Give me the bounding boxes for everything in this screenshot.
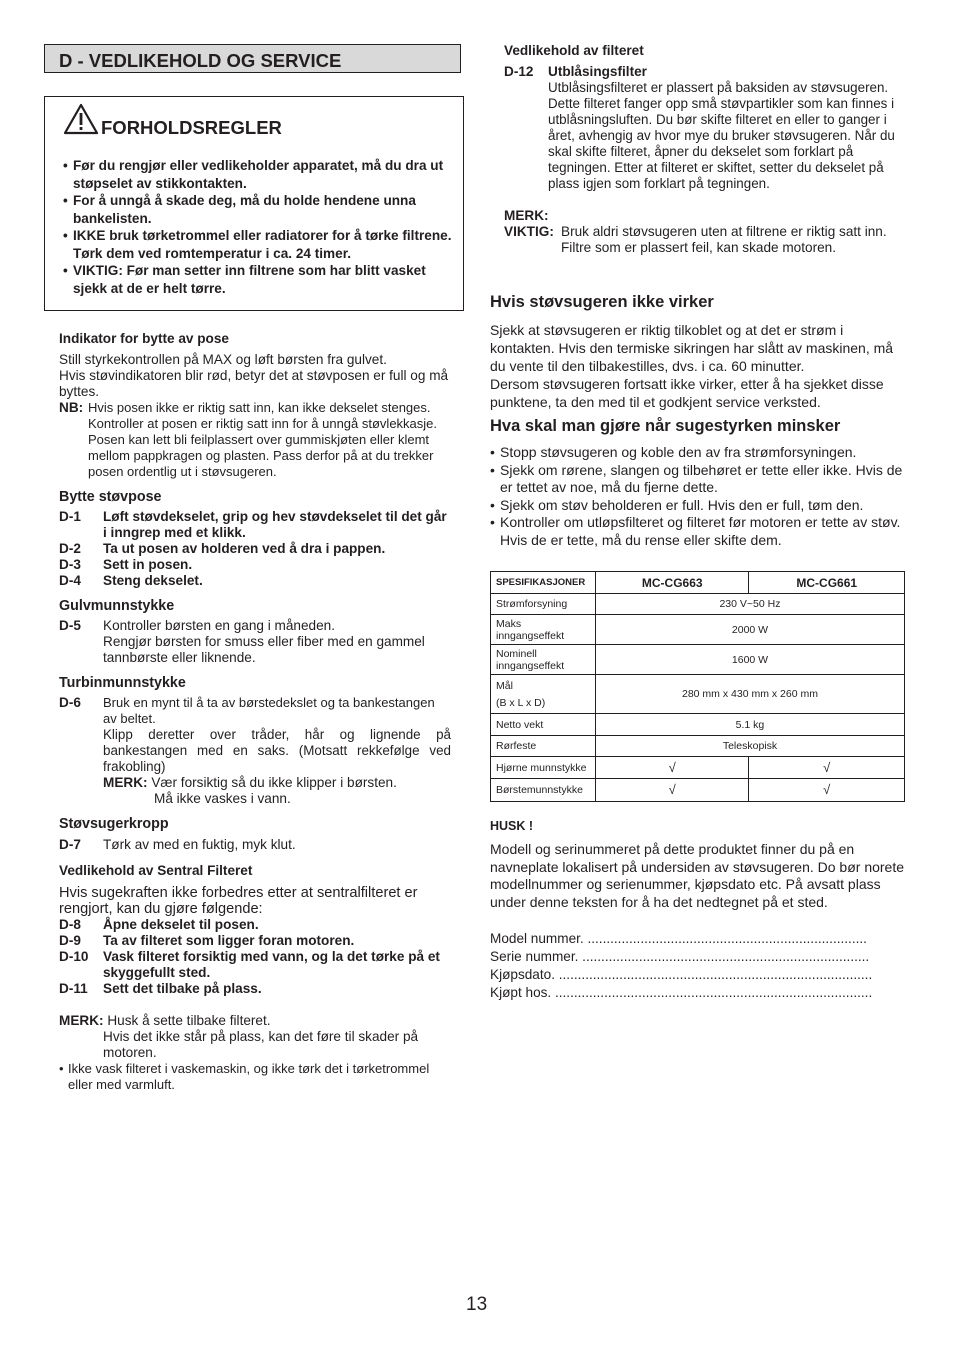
step-text: Sett det tilbake på plass.: [103, 981, 262, 996]
dim-label-2: (B x L x D): [496, 696, 546, 709]
weight-label: Netto vekt: [491, 714, 596, 736]
warning-list: [63, 157, 455, 297]
step-text: Ta av filteret som ligger foran motoren.: [103, 933, 355, 948]
remember-text: Modell og serinummeret på dette produktet finner du på en navneplate lokalisert på undersiden av støvsugeren. Do bør norete modellnummer og serienummer, kjøpsdato etc. På avsatt plass under denne teksten for å ha det nedtegnet på et sted.: [490, 841, 905, 910]
step-text: Åpne dekselet til posen.: [103, 917, 259, 932]
merk-text-2: Må ikke vaskes i vann.: [154, 791, 291, 806]
indicator-p1: Still styrkekontrollen på MAX og løft børsten fra gulvet.: [59, 352, 387, 367]
spec-table: [490, 571, 905, 802]
brush-label: Børstemunnstykke: [491, 779, 596, 802]
table-row: [491, 645, 905, 675]
step-text: Bruk en mynt til å ta av børstedekslet og ta bankestangen av beltet.: [103, 695, 435, 726]
not-working-p1: Sjekk at støvsugeren er riktig tilkoblet og at det er strøm i kontakten. Hvis den termiske sikringen har slått av maskinen, må du vente til den tilbakestilles, dvs. i ca. 60 minutter.: [490, 322, 894, 374]
weight-value: 5.1 kg: [595, 714, 904, 736]
step-row: [59, 557, 451, 573]
floor-heading: Gulvmunnstykke: [59, 598, 175, 614]
step-code: D-1: [59, 509, 81, 524]
suction-heading: Hva skal man gjøre når sugestyrken minsker: [490, 417, 841, 435]
power-label: Strømforsyning: [491, 594, 596, 615]
step-code: D-12: [504, 64, 534, 79]
suction-item: • Sjekk om rørene, slangen og tilbehøret er tette eller ikke. Hvis de er tettet av noe, må du fjerne dette.: [490, 462, 908, 497]
section-title: D - VEDLIKEHOLD OG SERVICE: [59, 50, 342, 71]
indicator-section: [59, 330, 451, 480]
step-code: D-11: [59, 981, 88, 996]
step-code: D-6: [59, 695, 81, 710]
table-row: [491, 594, 905, 615]
table-row: [491, 757, 905, 779]
exhaust-text: Utblåsingsfilteret er plassert på baksiden av støvsugeren. Dette filteret fanger opp små støvpartikler som kan finnes i utblåsningsluften. Du bør skifte filteret en eller to ganger i året, avhengig av hvor mye du bruker støvsugeren. Når du skal skifte filteret, åpner du dekselet som forklart på tegningen. Etter at filteret er skiftet, setter du dekselet på plass igjen som forklart på tegningen.: [548, 80, 895, 191]
step-code: D-2: [59, 541, 81, 556]
model-number-line[interactable]: Model nummer. ..........................................................................: [490, 931, 867, 947]
section-title-bar: [44, 44, 461, 73]
suction-list: [490, 444, 908, 550]
step-row: [59, 981, 451, 997]
not-working-heading: Hvis støvsugeren ikke virker: [490, 293, 714, 311]
serial-number-line[interactable]: Serie nummer. ............................................................................: [490, 949, 870, 965]
step-row: [59, 949, 451, 981]
viktig-label: VIKTIG:: [504, 224, 554, 239]
central-filter-section: [59, 862, 451, 1093]
suction-item: • Kontroller om utløpsfilteret og filteret før motoren er tette av støv. Hvis de er tette, må du rense eller skifte dem.: [490, 514, 908, 549]
merk-line: [59, 1013, 451, 1029]
page-number: 13: [466, 1294, 488, 1315]
nom-value: 1600 W: [595, 645, 904, 675]
table-row: [491, 779, 905, 802]
table-row: [491, 736, 905, 757]
dim-value: 280 mm x 430 mm x 260 mm: [595, 675, 904, 714]
nb-label: NB:: [59, 400, 84, 415]
step-text: Rengjør børsten for smuss eller fiber med en gammel tannbørste eller liknende.: [103, 634, 425, 665]
check-mark: √: [749, 757, 905, 779]
merk-label: MERK:: [103, 775, 148, 790]
purchase-date-line[interactable]: Kjøpsdato. ...................................................................................: [490, 967, 873, 983]
corner-label: Hjørne munnstykke: [491, 757, 596, 779]
suction-item: • Stopp støvsugeren og koble den av fra strømforsyningen.: [490, 444, 908, 462]
step-row: [59, 917, 451, 933]
step-text: Sett in posen.: [103, 557, 193, 572]
exhaust-section: [504, 42, 904, 256]
step-text: Klipp deretter over tråder, hår og lignende på bankestangen med en saks. (Motsatt rekkefølge ved frakobling): [103, 727, 451, 774]
step-row: [59, 695, 451, 807]
pipe-value: Teleskopisk: [595, 736, 904, 757]
viktig-text-2: Filtre som er plassert feil, kan skade motoren.: [561, 240, 837, 255]
dim-label-1: Mål: [496, 679, 513, 692]
step-code: D-9: [59, 933, 81, 948]
step-code: D-10: [59, 949, 89, 964]
central-filter-intro: Hvis sugekraften ikke forbedres etter at sentralfilteret er rengjort, kan du gjøre følgende:: [59, 885, 418, 917]
merk-text: Husk å sette tilbake filteret.: [107, 1013, 271, 1028]
warning-item: • Før du rengjør eller vedlikeholder apparatet, må du dra ut støpselet av stikkontakten.: [63, 157, 455, 192]
max-label-2: inngangseffekt: [496, 629, 565, 642]
step-code: D-7: [59, 837, 81, 852]
step-text: Løft støvdekselet, grip og hev støvdekselet til det går i inngrep med et klikk.: [103, 509, 447, 540]
body-section: [59, 816, 451, 853]
nom-label-2: inngangseffekt: [496, 659, 565, 672]
left-column: [59, 330, 451, 1093]
table-row: [491, 675, 905, 714]
remember-heading: HUSK !: [490, 819, 534, 833]
step-text: Tørk av med en fuktig, myk klut.: [103, 837, 296, 852]
pipe-label: Rørfeste: [491, 736, 596, 757]
step-text: Steng dekselet.: [103, 573, 203, 588]
step-row: [59, 541, 451, 557]
step-text: Vask filteret forsiktig med vann, og la det tørke på et skyggefullt sted.: [103, 949, 440, 980]
step-code: D-5: [59, 618, 81, 633]
max-value: 2000 W: [595, 615, 904, 645]
merk-label: MERK:: [504, 208, 549, 223]
model-2: MC-CG661: [749, 572, 905, 594]
step-row: [59, 933, 451, 949]
step-code: D-3: [59, 557, 81, 572]
filter-bullet: • Ikke vask filteret i vaskemaskin, og ikke tørk det i tørketrommel eller med varmluft.: [59, 1061, 451, 1093]
model-1: MC-CG663: [595, 572, 749, 594]
body-heading: Støvsugerkropp: [59, 816, 169, 832]
turbine-section: [59, 675, 451, 807]
warning-item: • For å unngå å skade deg, må du holde hendene unna bankelisten.: [63, 192, 455, 227]
floor-section: [59, 598, 451, 666]
merk-text: Vær forsiktig så du ikke klipper i børsten.: [151, 775, 397, 790]
max-label-1: Maks: [496, 617, 522, 630]
turbine-heading: Turbinmunnstykke: [59, 675, 186, 691]
suction-section: [490, 416, 908, 550]
step-row: [504, 64, 904, 192]
indicator-note: [59, 400, 451, 480]
check-mark: √: [595, 779, 749, 802]
merk-text-2: Hvis det ikke står på plass, kan det føre til skader på motoren.: [103, 1029, 419, 1060]
warning-box: [44, 96, 464, 311]
bag-heading: Bytte støvpose: [59, 489, 162, 505]
power-value: 230 V~50 Hz: [595, 594, 904, 615]
check-mark: √: [595, 757, 749, 779]
table-row: [491, 714, 905, 736]
warning-title: FORHOLDSREGLER: [101, 117, 282, 138]
central-filter-heading: Vedlikehold av Sentral Filteret: [59, 863, 253, 878]
exhaust-subheading: Utblåsingsfilter: [548, 64, 647, 79]
nom-label: [491, 645, 596, 675]
viktig-row: [504, 224, 904, 256]
step-row: [59, 618, 451, 666]
indicator-p2: Hvis støvindikatoren blir rød, betyr det at støvposen er full og må byttes.: [59, 368, 449, 399]
check-mark: √: [749, 779, 905, 802]
exhaust-heading: Vedlikehold av filteret: [504, 43, 644, 58]
bag-section: [59, 489, 451, 589]
purchased-at-line[interactable]: Kjøpt hos. ....................................................................................: [490, 985, 873, 1001]
merk-label: MERK:: [59, 1013, 104, 1028]
warning-item: • VIKTIG: Før man setter inn filtrene som har blitt vasket sjekk at de er helt tørre.: [63, 262, 455, 297]
table-row: [491, 572, 905, 594]
max-label: [491, 615, 596, 645]
not-working-section: [490, 292, 908, 411]
merk-line: [103, 775, 451, 791]
table-row: [491, 615, 905, 645]
step-row: [59, 573, 451, 589]
not-working-p2: Dersom støvsugeren fortsatt ikke virker, etter å ha sjekket disse punktene, ta den med til et godkjent service verksted.: [490, 376, 884, 410]
step-text: Ta ut posen av holderen ved å dra i pappen.: [103, 541, 386, 556]
record-lines: [490, 930, 905, 1002]
nb-text: Hvis posen ikke er riktig satt inn, kan ikke dekselet stenges. Kontroller at posen er riktig satt inn for å unngå støvlekkasje. Posen kan lett bli feilplassert over gummiskjøten eller klemt mellom pappkragen og plasten. Pass derfor på at du trekker posen ordentlig ut i støvsugeren.: [88, 400, 438, 479]
suction-item: • Sjekk om støv beholderen er full. Hvis den er full, tøm den.: [490, 497, 908, 515]
step-text: Kontroller børsten en gang i måneden.: [103, 618, 335, 633]
step-code: D-4: [59, 573, 81, 588]
step-code: D-8: [59, 917, 81, 932]
indicator-heading: Indikator for bytte av pose: [59, 331, 229, 346]
viktig-text: Bruk aldri støvsugeren uten at filtrene er riktig satt inn.: [561, 224, 887, 239]
dim-label: [491, 675, 596, 714]
spec-header: SPESIFIKASJONER: [491, 572, 596, 594]
step-row: [59, 837, 451, 853]
remember-section: [490, 818, 908, 1002]
warning-triangle-icon: [63, 103, 99, 135]
nom-label-1: Nominell: [496, 647, 537, 660]
step-row: [59, 509, 451, 541]
warning-item: • IKKE bruk tørketrommel eller radiatorer for å tørke filtrene. Tørk dem ved romtemperatur i ca. 24 timer.: [63, 227, 455, 262]
